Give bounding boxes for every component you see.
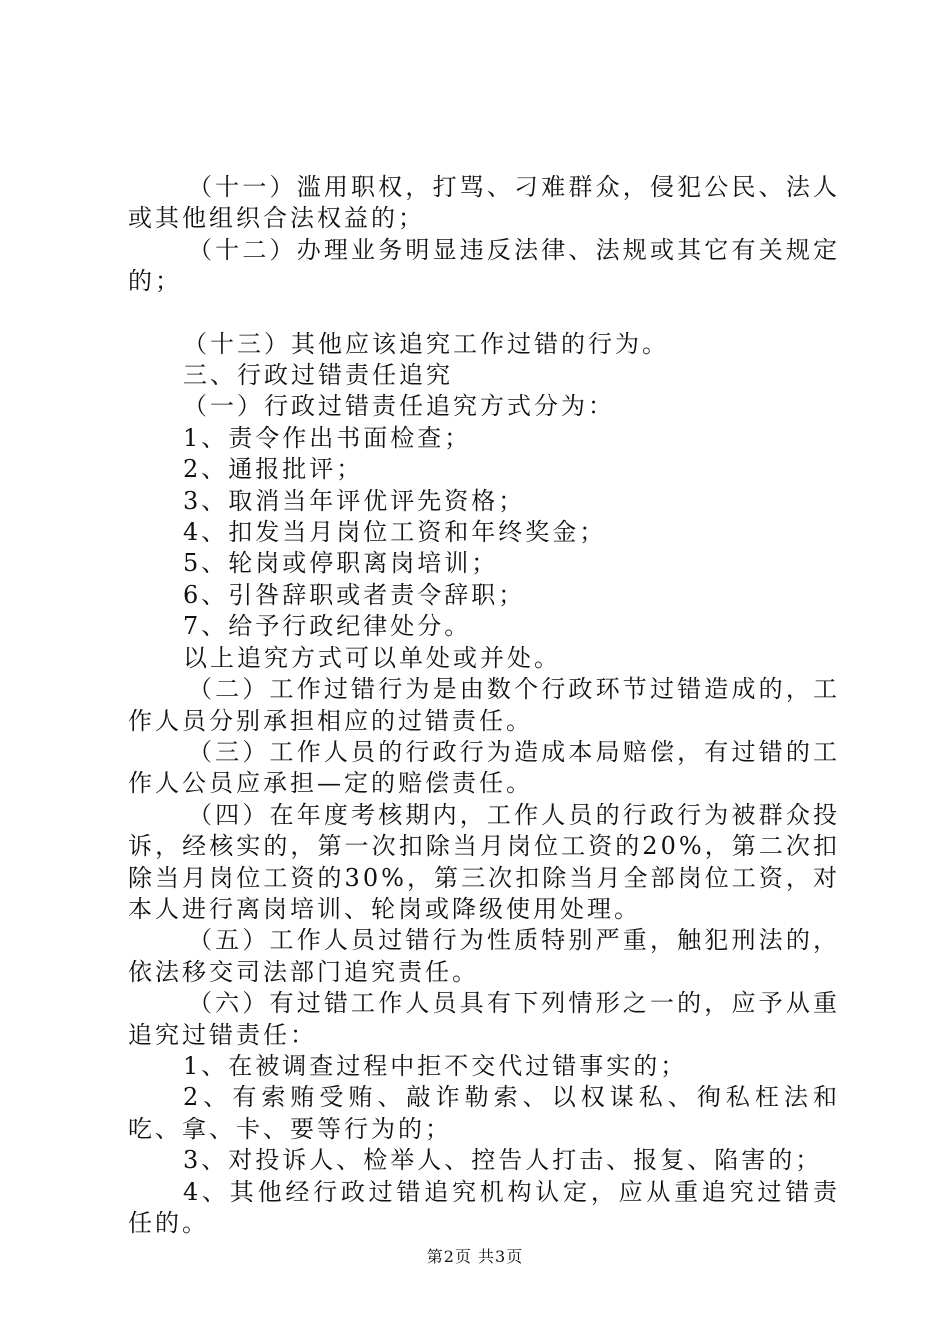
aggravating-item-1: 1、在被调查过程中拒不交代过错事实的； [183, 1051, 688, 1080]
list-item-7: 7、给予行政纪律处分。 [183, 612, 472, 641]
paragraph-sub-5: （五）工作人员过错行为性质特别严重，触犯刑法的，依法移交司法部门追究责任。 [128, 926, 840, 986]
aggravating-item-4: 4、其他经行政过错追究机构认定，应从重追究过错责任的。 [128, 1177, 840, 1237]
list-item-2: 2、通报批评； [183, 455, 364, 484]
list-item-4: 4、扣发当月岗位工资和年终奖金； [183, 518, 607, 547]
aggravating-item-2: 2、有索贿受贿、敲诈勒索、以权谋私、徇私枉法和吃、拿、卡、要等行为的； [128, 1083, 840, 1143]
page-number-footer: 第2页 共3页 [426, 1247, 524, 1266]
list-item-3: 3、取消当年评优评先资格； [183, 486, 526, 515]
paragraph-sub-1: （一）行政过错责任追究方式分为： [183, 392, 615, 421]
list-item-1: 1、责令作出书面检查； [183, 423, 472, 452]
aggravating-item-3: 3、对投诉人、检举人、控告人打击、报复、陷害的； [183, 1146, 823, 1175]
document-body [128, 172, 840, 1239]
list-item-5: 5、轮岗或停职离岗培训； [183, 549, 499, 578]
paragraph-sub-4: （四）在年度考核期内，工作人员的行政行为被群众投诉，经核实的，第一次扣除当月岗位工资的20%，第二次扣除当月岗位工资的30%，第三次扣除当月全部岗位工资，对本人进行离岗培训、轮岗或降级使用处理。 [128, 800, 840, 923]
paragraph-sub-3: （三）工作人员的行政行为造成本局赔偿，有过错的工作人公员应承担—定的赔偿责任。 [128, 737, 840, 798]
paragraph-sub-6: （六）有过错工作人员具有下列情形之一的，应予从重追究过错责任： [128, 989, 840, 1049]
list-item-6: 6、引咎辞职或者责令辞职； [183, 580, 526, 609]
paragraph-sub-2: （二）工作过错行为是由数个行政环节过错造成的，工作人员分别承担相应的过错责任。 [128, 675, 840, 735]
paragraph-summary: 以上追究方式可以单处或并处。 [183, 643, 561, 672]
paragraph-11: （十一）滥用职权，打骂、刁难群众，侵犯公民、法人或其他组织合法权益的； [128, 173, 840, 233]
paragraph-13: （十三）其他应该追究工作过错的行为。 [183, 329, 669, 358]
paragraph-12: （十二）办理业务明显违反法律、法规或其它有关规定的； [128, 235, 840, 296]
section-heading-3: 三、行政过错责任追究 [183, 361, 453, 390]
